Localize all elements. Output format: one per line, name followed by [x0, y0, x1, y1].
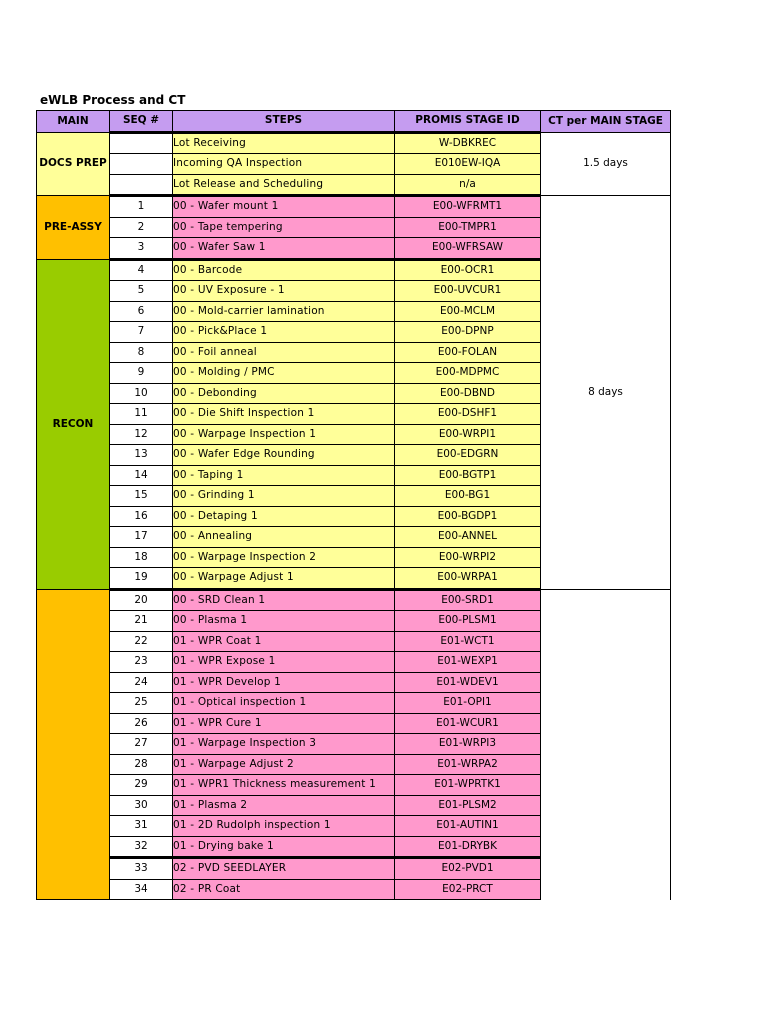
step-cell: 00 - Foil anneal — [173, 342, 395, 363]
seq-cell: 32 — [110, 836, 173, 858]
seq-cell: 28 — [110, 754, 173, 775]
seq-cell: 13 — [110, 445, 173, 466]
step-cell: 02 - PR Coat — [173, 879, 395, 900]
ct-continued — [541, 589, 671, 900]
seq-cell: 30 — [110, 795, 173, 816]
step-cell: 00 - Detaping 1 — [173, 506, 395, 527]
header-main: MAIN — [37, 111, 110, 133]
step-cell: 01 - WPR Expose 1 — [173, 652, 395, 673]
seq-cell: 1 — [110, 196, 173, 218]
step-cell: 00 - Wafer mount 1 — [173, 196, 395, 218]
step-cell: 00 - Warpage Inspection 2 — [173, 547, 395, 568]
seq-cell: 5 — [110, 281, 173, 302]
stage-id-cell: n/a — [395, 174, 541, 196]
page-title: eWLB Process and CT — [40, 93, 186, 107]
stage-id-cell: E00-PLSM1 — [395, 611, 541, 632]
step-cell: 00 - Taping 1 — [173, 465, 395, 486]
seq-cell — [110, 174, 173, 196]
stage-id-cell: E00-ANNEL — [395, 527, 541, 548]
step-cell: 00 - Mold-carrier lamination — [173, 301, 395, 322]
seq-cell: 24 — [110, 672, 173, 693]
seq-cell: 27 — [110, 734, 173, 755]
step-cell: 01 - Warpage Adjust 2 — [173, 754, 395, 775]
stage-id-cell: E00-DSHF1 — [395, 404, 541, 425]
step-cell: 01 - WPR Coat 1 — [173, 631, 395, 652]
step-cell: 00 - Warpage Adjust 1 — [173, 568, 395, 590]
seq-cell: 25 — [110, 693, 173, 714]
step-cell: 00 - Annealing — [173, 527, 395, 548]
main-pre-assy: PRE-ASSY — [37, 196, 110, 260]
seq-cell: 19 — [110, 568, 173, 590]
step-cell: 00 - Die Shift Inspection 1 — [173, 404, 395, 425]
step-cell: 01 - WPR1 Thickness measurement 1 — [173, 775, 395, 796]
seq-cell: 21 — [110, 611, 173, 632]
stage-id-cell: E00-FOLAN — [395, 342, 541, 363]
process-table — [36, 110, 671, 900]
seq-cell: 10 — [110, 383, 173, 404]
seq-cell: 17 — [110, 527, 173, 548]
seq-cell: 20 — [110, 589, 173, 611]
seq-cell: 3 — [110, 238, 173, 260]
step-cell: 02 - PVD SEEDLAYER — [173, 858, 395, 880]
step-cell: 01 - Plasma 2 — [173, 795, 395, 816]
seq-cell: 18 — [110, 547, 173, 568]
stage-id-cell: E01-WCT1 — [395, 631, 541, 652]
ct-docs-prep: 1.5 days — [541, 132, 671, 196]
seq-cell — [110, 132, 173, 154]
main-continued — [37, 589, 110, 900]
step-cell: 00 - Plasma 1 — [173, 611, 395, 632]
stage-id-cell: E00-WRPA1 — [395, 568, 541, 590]
step-cell: Lot Receiving — [173, 132, 395, 154]
seq-cell: 34 — [110, 879, 173, 900]
stage-id-cell: E00-TMPR1 — [395, 217, 541, 238]
step-cell: 00 - SRD Clean 1 — [173, 589, 395, 611]
seq-cell: 29 — [110, 775, 173, 796]
header-seq: SEQ # — [110, 111, 173, 133]
stage-id-cell: E01-AUTIN1 — [395, 816, 541, 837]
seq-cell: 22 — [110, 631, 173, 652]
stage-id-cell: E00-WFRMT1 — [395, 196, 541, 218]
seq-cell: 26 — [110, 713, 173, 734]
stage-id-cell: E00-WFRSAW — [395, 238, 541, 260]
stage-id-cell: E00-SRD1 — [395, 589, 541, 611]
seq-cell: 7 — [110, 322, 173, 343]
seq-cell: 11 — [110, 404, 173, 425]
stage-id-cell: E00-EDGRN — [395, 445, 541, 466]
seq-cell: 4 — [110, 259, 173, 281]
main-docs-prep: DOCS PREP — [37, 132, 110, 196]
stage-id-cell: E01-WCUR1 — [395, 713, 541, 734]
seq-cell: 15 — [110, 486, 173, 507]
stage-id-cell: E010EW-IQA — [395, 154, 541, 175]
table-row — [37, 589, 671, 611]
seq-cell: 16 — [110, 506, 173, 527]
step-cell: 01 - Warpage Inspection 3 — [173, 734, 395, 755]
step-cell: 01 - 2D Rudolph inspection 1 — [173, 816, 395, 837]
seq-cell: 23 — [110, 652, 173, 673]
seq-cell: 9 — [110, 363, 173, 384]
stage-id-cell: E00-WRPI1 — [395, 424, 541, 445]
step-cell: 00 - Wafer Saw 1 — [173, 238, 395, 260]
stage-id-cell: E00-WRPI2 — [395, 547, 541, 568]
step-cell: 00 - Warpage Inspection 1 — [173, 424, 395, 445]
step-cell: 01 - Drying bake 1 — [173, 836, 395, 858]
stage-id-cell: E01-PLSM2 — [395, 795, 541, 816]
seq-cell: 2 — [110, 217, 173, 238]
seq-cell: 6 — [110, 301, 173, 322]
step-cell: 00 - Grinding 1 — [173, 486, 395, 507]
seq-cell: 12 — [110, 424, 173, 445]
stage-id-cell: E00-DPNP — [395, 322, 541, 343]
seq-cell: 14 — [110, 465, 173, 486]
stage-id-cell: E01-WRPA2 — [395, 754, 541, 775]
stage-id-cell: E00-MCLM — [395, 301, 541, 322]
step-cell: Incoming QA Inspection — [173, 154, 395, 175]
seq-cell — [110, 154, 173, 175]
stage-id-cell: E00-DBND — [395, 383, 541, 404]
seq-cell: 31 — [110, 816, 173, 837]
header-steps: STEPS — [173, 111, 395, 133]
stage-id-cell: E00-BGDP1 — [395, 506, 541, 527]
seq-cell: 8 — [110, 342, 173, 363]
step-cell: 00 - Barcode — [173, 259, 395, 281]
header-ct: CT per MAIN STAGE — [541, 111, 671, 133]
step-cell: 01 - WPR Cure 1 — [173, 713, 395, 734]
table-row — [37, 132, 671, 154]
stage-id-cell: E00-UVCUR1 — [395, 281, 541, 302]
stage-id-cell: W-DBKREC — [395, 132, 541, 154]
stage-id-cell: E00-OCR1 — [395, 259, 541, 281]
step-cell: 00 - Pick&Place 1 — [173, 322, 395, 343]
stage-id-cell: E00-BGTP1 — [395, 465, 541, 486]
stage-id-cell: E02-PRCT — [395, 879, 541, 900]
step-cell: 01 - WPR Develop 1 — [173, 672, 395, 693]
step-cell: 00 - Debonding — [173, 383, 395, 404]
stage-id-cell: E01-WPRTK1 — [395, 775, 541, 796]
stage-id-cell: E00-MDPMC — [395, 363, 541, 384]
header-stage-id: PROMIS STAGE ID — [395, 111, 541, 133]
stage-id-cell: E01-OPI1 — [395, 693, 541, 714]
main-recon: RECON — [37, 259, 110, 589]
stage-id-cell: E01-WEXP1 — [395, 652, 541, 673]
seq-cell: 33 — [110, 858, 173, 880]
stage-id-cell: E02-PVD1 — [395, 858, 541, 880]
stage-id-cell: E01-WRPI3 — [395, 734, 541, 755]
ct-recon: 8 days — [541, 196, 671, 590]
stage-id-cell: E01-DRYBK — [395, 836, 541, 858]
step-cell: Lot Release and Scheduling — [173, 174, 395, 196]
step-cell: 00 - Wafer Edge Rounding — [173, 445, 395, 466]
step-cell: 01 - Optical inspection 1 — [173, 693, 395, 714]
step-cell: 00 - UV Exposure - 1 — [173, 281, 395, 302]
step-cell: 00 - Tape tempering — [173, 217, 395, 238]
stage-id-cell: E01-WDEV1 — [395, 672, 541, 693]
header-row — [37, 111, 671, 133]
table-row — [37, 196, 671, 218]
stage-id-cell: E00-BG1 — [395, 486, 541, 507]
step-cell: 00 - Molding / PMC — [173, 363, 395, 384]
